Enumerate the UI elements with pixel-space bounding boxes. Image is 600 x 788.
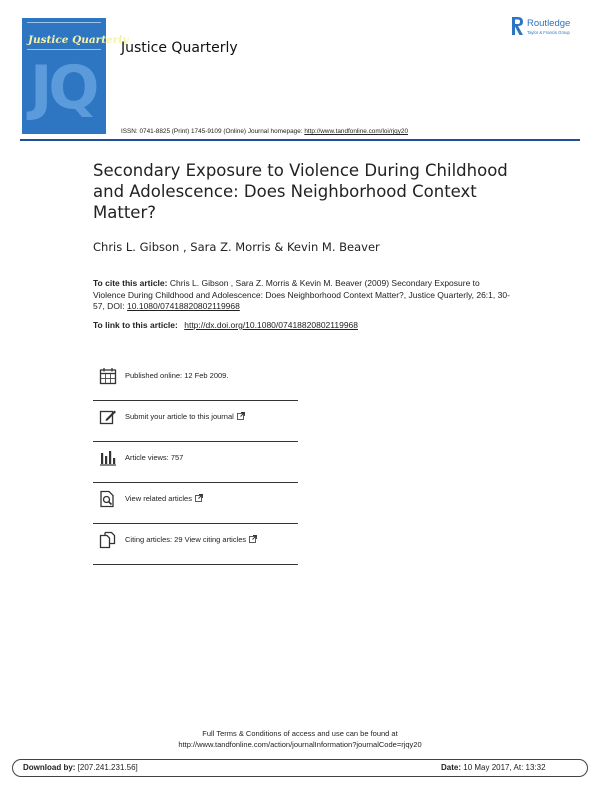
citation-label: To cite this article: — [93, 278, 168, 288]
publisher-logo[interactable] — [510, 16, 590, 38]
external-link-icon — [237, 412, 245, 420]
article-actions — [93, 360, 298, 565]
search-document-icon — [99, 490, 117, 508]
action-article-views — [93, 442, 298, 483]
article-doi-url[interactable]: http://dx.doi.org/10.1080/07418820802119968 — [184, 320, 359, 330]
submit-article-label-wrap — [125, 412, 245, 421]
citing-articles-text: Citing articles: 29 View citing articles — [125, 535, 247, 544]
article-authors: Chris L. Gibson , Sara Z. Morris & Kevin M. Beaver — [93, 240, 380, 254]
submit-article-text: Submit your article to this journal — [125, 412, 234, 421]
article-link-label: To link to this article: — [93, 320, 178, 330]
action-submit-article[interactable] — [93, 401, 298, 442]
external-link-icon — [195, 494, 203, 502]
cover-rule — [27, 49, 101, 50]
downloaded-by-value: [207.241.231.56] — [77, 763, 138, 772]
citation-doi-link[interactable]: 10.1080/07418820802119968 — [127, 301, 240, 311]
publisher-tagline: Taylor & Francis Group — [527, 30, 570, 35]
cover-monogram: JQ — [30, 53, 96, 123]
copy-documents-icon — [99, 531, 117, 549]
cover-journal-title: Justice Quarterly — [28, 34, 129, 46]
journal-homepage-link[interactable]: http://www.tandfonline.com/loi/rjqy20 — [304, 128, 409, 135]
article-title: Secondary Exposure to Violence During Childhood and Adolescence: Does Neighborhood Context Matter? — [93, 161, 508, 222]
action-related-articles[interactable] — [93, 483, 298, 524]
journal-cover — [22, 18, 129, 134]
downloaded-by-label: Download by: — [23, 763, 76, 772]
terms-line-1: Full Terms & Conditions of access and use can be found at — [202, 729, 398, 738]
download-date-label: Date: — [441, 763, 462, 772]
action-citing-articles[interactable] — [93, 524, 298, 565]
issn-text: ISSN: 0741-8825 (Print) 1745-9109 (Online) Journal homepage: — [121, 128, 303, 135]
edit-icon — [99, 408, 117, 426]
external-link-icon — [249, 535, 257, 543]
article-views-text: Article views: 757 — [125, 453, 184, 462]
download-date-value: 10 May 2017, At: 13:32 — [463, 763, 546, 772]
terms-notice — [0, 728, 600, 750]
journal-name: Justice Quarterly — [121, 40, 238, 56]
bar-chart-icon — [99, 449, 117, 467]
citation-text: Chris L. Gibson , Sara Z. Morris & Kevin M. Beaver (2009) Secondary Exposure to Violence During Childhood and Adolescence: Does Neighborhood Context Matter?, Justice Quarterly, 26:1, 30-57, DOI: — [93, 278, 510, 311]
related-articles-label-wrap — [125, 494, 203, 503]
cover-top-rule — [27, 22, 101, 30]
related-articles-text: View related articles — [125, 494, 192, 503]
citation-block — [93, 278, 513, 313]
header-divider — [20, 139, 580, 141]
routledge-r-icon — [510, 16, 524, 36]
download-date — [441, 763, 546, 772]
issn-line — [121, 128, 408, 135]
calendar-icon — [99, 367, 117, 385]
published-online-text: Published online: 12 Feb 2009. — [125, 371, 229, 380]
downloaded-by — [23, 763, 138, 772]
citing-articles-label-wrap — [125, 535, 257, 544]
article-link-line — [93, 320, 358, 330]
terms-url[interactable]: http://www.tandfonline.com/action/journalInformation?journalCode=rjqy20 — [178, 740, 422, 749]
action-published-online — [93, 360, 298, 401]
download-footer — [12, 759, 588, 777]
publisher-name: Routledge — [527, 18, 571, 29]
